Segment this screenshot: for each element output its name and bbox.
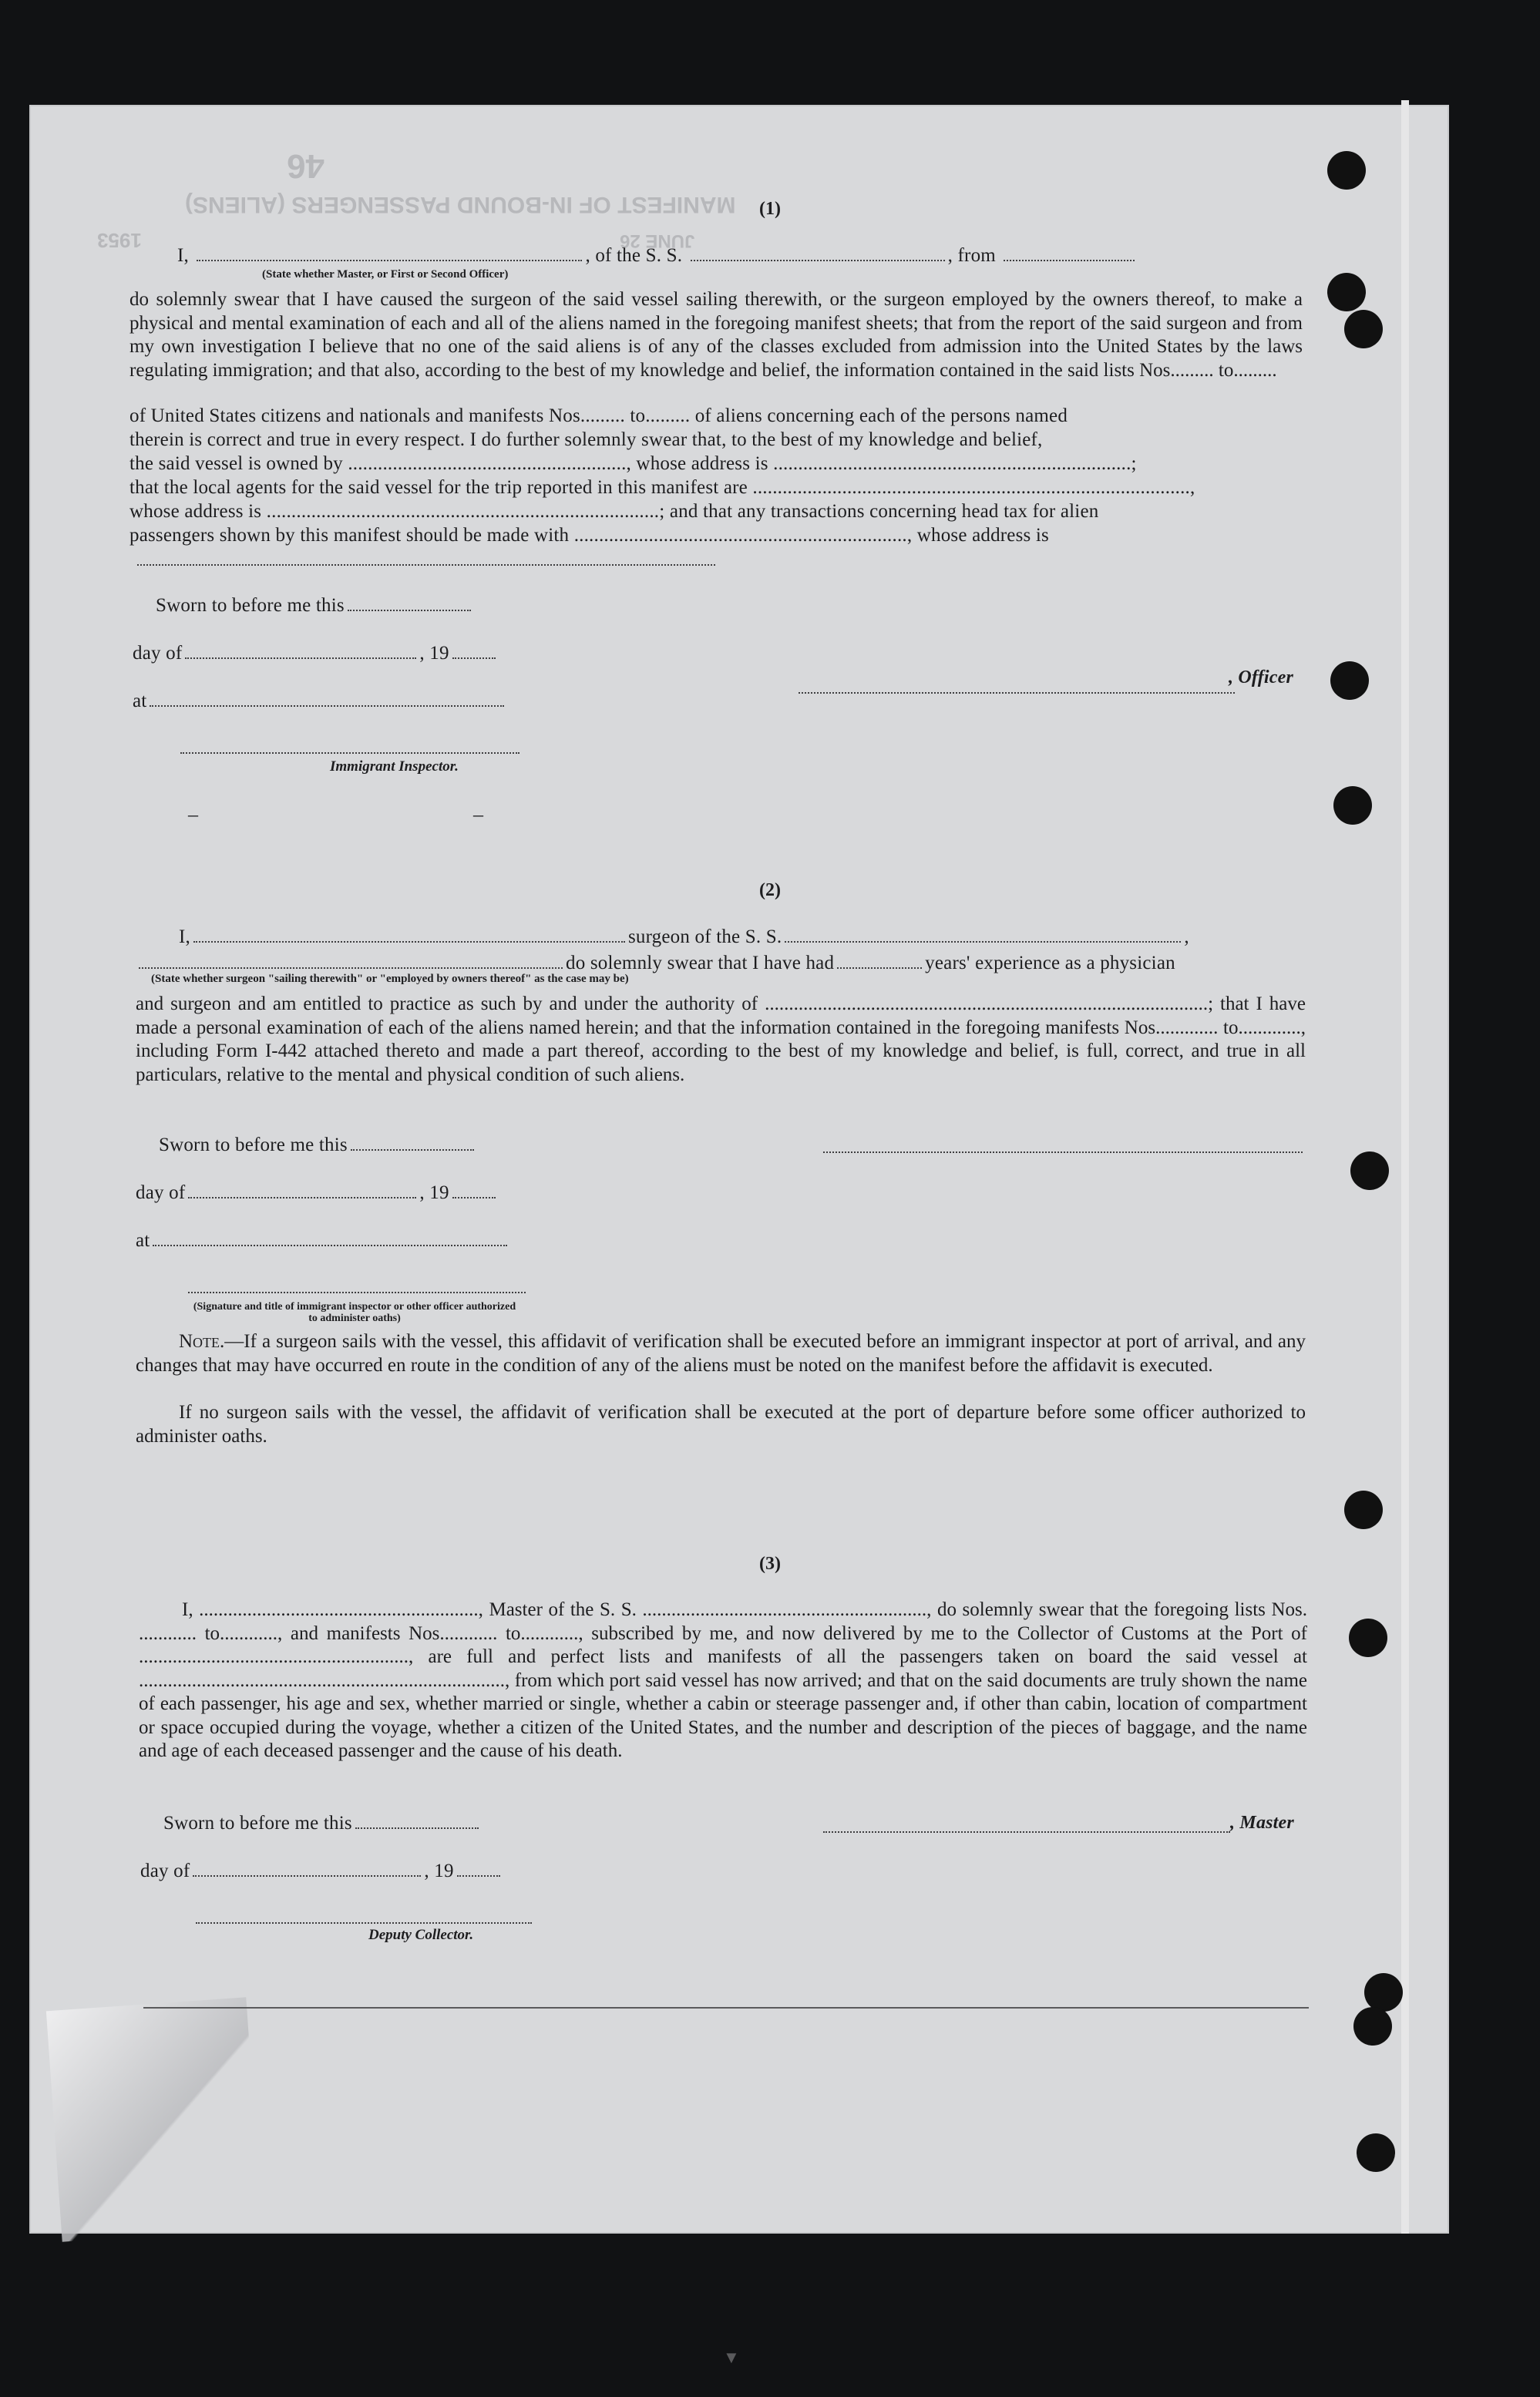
punch-hole-7 bbox=[1344, 1491, 1383, 1529]
folded-corner bbox=[46, 1997, 262, 2241]
section-3-master-label: , Master bbox=[1230, 1813, 1294, 1833]
section-1-i: I, bbox=[177, 245, 189, 266]
section-1-line-1 bbox=[177, 245, 1138, 267]
section-2-at: at bbox=[136, 1230, 510, 1252]
section-2-signature-caption: (Signature and title of immigrant inspector or other officer authorized to administer oaths) bbox=[193, 1301, 516, 1324]
section-3-day-of: day of , 19 bbox=[140, 1861, 503, 1882]
section-1-sworn: Sworn to before me this bbox=[156, 595, 474, 617]
punch-hole-2 bbox=[1327, 273, 1366, 311]
punch-hole-6 bbox=[1350, 1151, 1389, 1190]
punch-hole-1 bbox=[1327, 151, 1366, 190]
section-2-line-1: I, surgeon of the S. S. , bbox=[179, 926, 1189, 947]
section-1-line-address: whose address is ...............................................................................; and that any transactions concerning head tax for alien bbox=[129, 501, 1099, 522]
section-1-officer-line bbox=[799, 692, 1235, 694]
section-2-number: (2) bbox=[759, 880, 781, 900]
section-1-day-of: day of , 19 bbox=[133, 643, 499, 664]
punch-hole-9 bbox=[1364, 1973, 1403, 2012]
section-1-divider bbox=[137, 564, 715, 566]
bottom-mark-icon: ▼ bbox=[723, 2348, 740, 2367]
section-2-sworn: Sworn to before me this bbox=[159, 1135, 477, 1156]
bleed-through-date: JUNE 26 bbox=[620, 230, 695, 251]
section-1-inspector-line bbox=[180, 752, 519, 754]
section-1-dash-left: – bbox=[188, 803, 198, 825]
section-2-paragraph: and surgeon and am entitled to practice as such by and under the authority of ............................................................................................; that I have made a personal examination of each of the aliens named herein; and that the information contained in the foregoing manifests Nos............. to............., including Form I-442 attached thereto and made a part thereof, according to the best of my knowledge and belief, is full, correct, and true in all particulars, relative to the mental and physical condition of such aliens. bbox=[136, 993, 1306, 1085]
section-1-dash-right: – bbox=[473, 803, 483, 825]
section-3-paragraph: I, .........................................................., Master of the S. S. ..........................................................., do solemnly swear that the foregoing lists Nos. ............ to............, and manifests Nos............ to............, subscribed by me, and now delivered by me to the Collector of Customs at the Port of ........................................................, are full and perfect lists and manifests of all the passengers taken on board the said vessel at ............................................................................, from which port said vessel has now arrived; and that on the said documents are truly shown the name of each passenger, his age and sex, whether married or single, whether a cabin or steerage passenger and, if other than cabin, location of compartment or space occupied during the voyage, whether a citizen of the United States, and the number and description of the pieces of baggage, and the name and age of each deceased passenger and the cause of his death. bbox=[139, 1599, 1307, 1761]
note-text: —If a surgeon sails with the vessel, this affidavit of verification shall be executed before an immigrant inspector at port of arrival, and any changes that may have occurred en route in the condition of any of the aliens must be noted on the manifest before the affidavit is executed. bbox=[136, 1331, 1306, 1376]
section-1-of-ss: , of the S. S. bbox=[585, 245, 683, 266]
section-3-collector-label: Deputy Collector. bbox=[368, 1927, 474, 1943]
section-1-officer-caption: (State whether Master, or First or Second Officer) bbox=[262, 268, 509, 281]
section-2-signature-line bbox=[823, 1151, 1303, 1153]
note-label: Note. bbox=[179, 1331, 225, 1352]
punch-hole-3 bbox=[1344, 310, 1383, 348]
bottom-rule bbox=[143, 2007, 1309, 2009]
punch-hole-11 bbox=[1357, 2133, 1395, 2172]
punch-hole-5 bbox=[1333, 786, 1372, 825]
section-1-line-owned: the said vessel is owned by ........................................................, whose address is ........................................................................; bbox=[129, 453, 1137, 474]
section-3-sworn: Sworn to before me this bbox=[163, 1813, 482, 1834]
section-2-note bbox=[136, 1330, 1306, 1377]
section-2-line-2: do solemnly swear that I have had years' experience as a physician bbox=[136, 953, 1175, 974]
punch-hole-8 bbox=[1349, 1619, 1387, 1657]
punch-hole-4 bbox=[1330, 661, 1369, 700]
section-2-day-of: day of , 19 bbox=[136, 1182, 499, 1204]
section-2-officer-line bbox=[188, 1292, 526, 1293]
section-1-line-passengers: passengers shown by this manifest should be made with ..................................................................., whose address is bbox=[129, 525, 1049, 546]
section-2-note-2: If no surgeon sails with the vessel, the affidavit of verification shall be executed at the port of departure before some officer authorized to administer oaths. bbox=[136, 1402, 1306, 1447]
section-3-master-line bbox=[823, 1831, 1230, 1833]
section-2-surgeon-caption: (State whether surgeon "sailing therewith" or "employed by owners thereof" as the case may be) bbox=[151, 973, 629, 985]
section-3-number: (3) bbox=[759, 1554, 781, 1574]
bleed-through-manifest-number: 46 bbox=[287, 147, 324, 185]
section-1-line-therein: therein is correct and true in every respect. I do further solemnly swear that, to the best of my knowledge and belief, bbox=[129, 429, 1043, 450]
section-1-at: at bbox=[133, 691, 507, 712]
section-1-number: (1) bbox=[759, 199, 781, 219]
page-edge bbox=[1401, 100, 1409, 2234]
section-1-paragraph: do solemnly swear that I have caused the surgeon of the said vessel sailing therewith, or the surgeon employed by the owners thereof, to make a physical and mental examination of each and all of the aliens named in the foregoing manifest sheets; that from the report of the said surgeon and from my own investigation I believe that no one of the said aliens is of any of the classes excluded from admission into the United States by the laws regulating immigration; and that also, according to the best of my knowledge and belief, the information contained in the said lists Nos......... to......... bbox=[129, 289, 1303, 381]
section-3-collector-line bbox=[196, 1922, 532, 1924]
section-1-officer-label: , Officer bbox=[1229, 667, 1293, 687]
bleed-through-title: MANIFEST OF IN-BOUND PASSENGERS (ALIENS) bbox=[185, 192, 736, 217]
section-1-from: , from bbox=[947, 245, 996, 266]
section-1-line-agents: that the local agents for the said vessel for the trip reported in this manifest are ........................................................................................, bbox=[129, 477, 1195, 498]
punch-hole-10 bbox=[1353, 2007, 1392, 2046]
section-1-inspector-label: Immigrant Inspector. bbox=[330, 758, 459, 775]
section-1-line-us-citizens: of United States citizens and nationals and manifests Nos......... to......... of aliens concerning each of the persons named bbox=[129, 405, 1068, 426]
bleed-through-year: 1953 bbox=[97, 229, 142, 252]
